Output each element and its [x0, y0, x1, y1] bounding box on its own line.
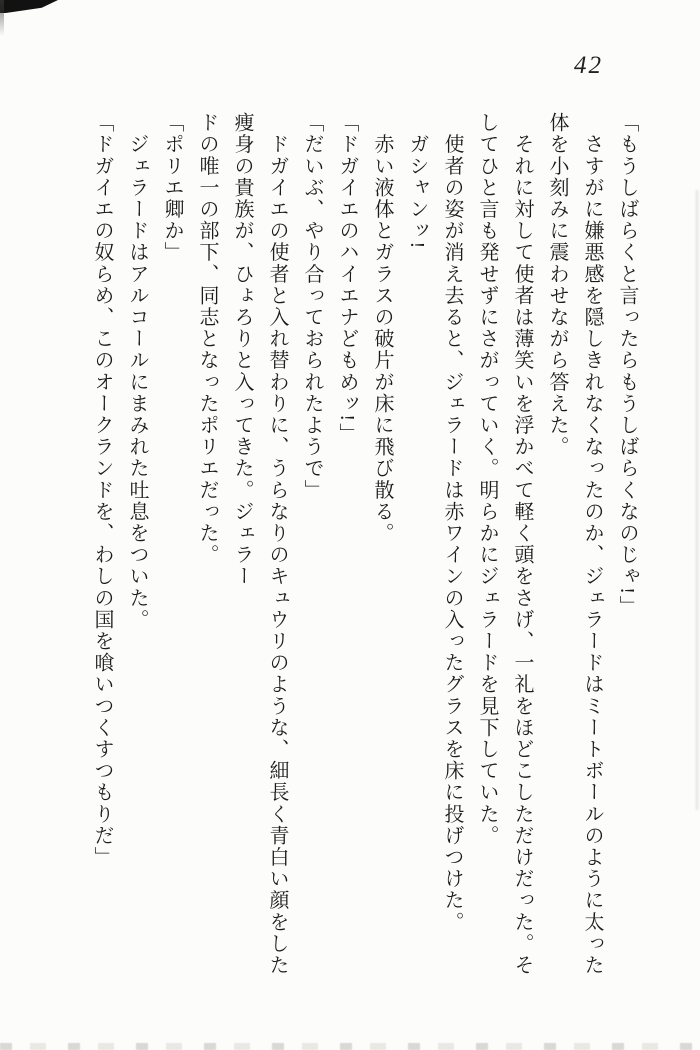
text-line: してひと言も発せずにさがっていく。明らかにジェラードを見下していた。 [476, 112, 498, 847]
text-line: 「だいぶ、やり合っておられたようで」 [301, 112, 323, 501]
vertical-text-block [84, 112, 644, 992]
text-line: それに対して使者は薄笑いを浮かべて軽く頭をさげ、一礼をほどこしただけだった。そ [511, 112, 533, 976]
scan-artifact-corner [0, 0, 58, 13]
text-line: 痩身の貴族が、ひょろりと入ってきた。ジェラー [231, 112, 253, 588]
text-line: 「ポリエ卿か」 [161, 112, 183, 264]
scan-artifact-corner-smear [0, 0, 4, 36]
text-line: ガシャンッ! [406, 112, 428, 250]
text-line: 体を小刻みに震わせながら答えた。 [546, 112, 568, 458]
text-line: 「ドガイエの奴らめ、このオークランドを、わしの国を喰いつくすつもりだ」 [91, 112, 113, 868]
text-line: ドの唯一の部下、同志となったポリエだった。 [196, 112, 218, 566]
text-line: さすがに嫌悪感を隠しきれなくなったのか、ジェラードはミートボールのように太った [581, 112, 603, 976]
text-line: ドガイエの使者と入れ替わりに、うらなりのキュウリのような、細長く青白い顔をした [266, 112, 288, 976]
text-line: 「ドガイエのハイエナどもめッ!」 [336, 112, 358, 445]
text-line: 赤い液体とガラスの破片が床に飛び散る。 [371, 112, 393, 544]
scan-artifact-edge [696, 190, 698, 810]
text-line: 使者の姿が消え去ると、ジェラードは赤ワインの入ったグラスを床に投げつけた。 [441, 112, 463, 933]
text-line: 「もうしばらくと言ったらもうしばらくなのじゃ!」 [616, 112, 638, 618]
text-line: ジェラードはアルコールにまみれた吐息をついた。 [126, 112, 148, 631]
scan-artifact-bottom [0, 1043, 700, 1050]
page-number: 42 [574, 52, 603, 79]
